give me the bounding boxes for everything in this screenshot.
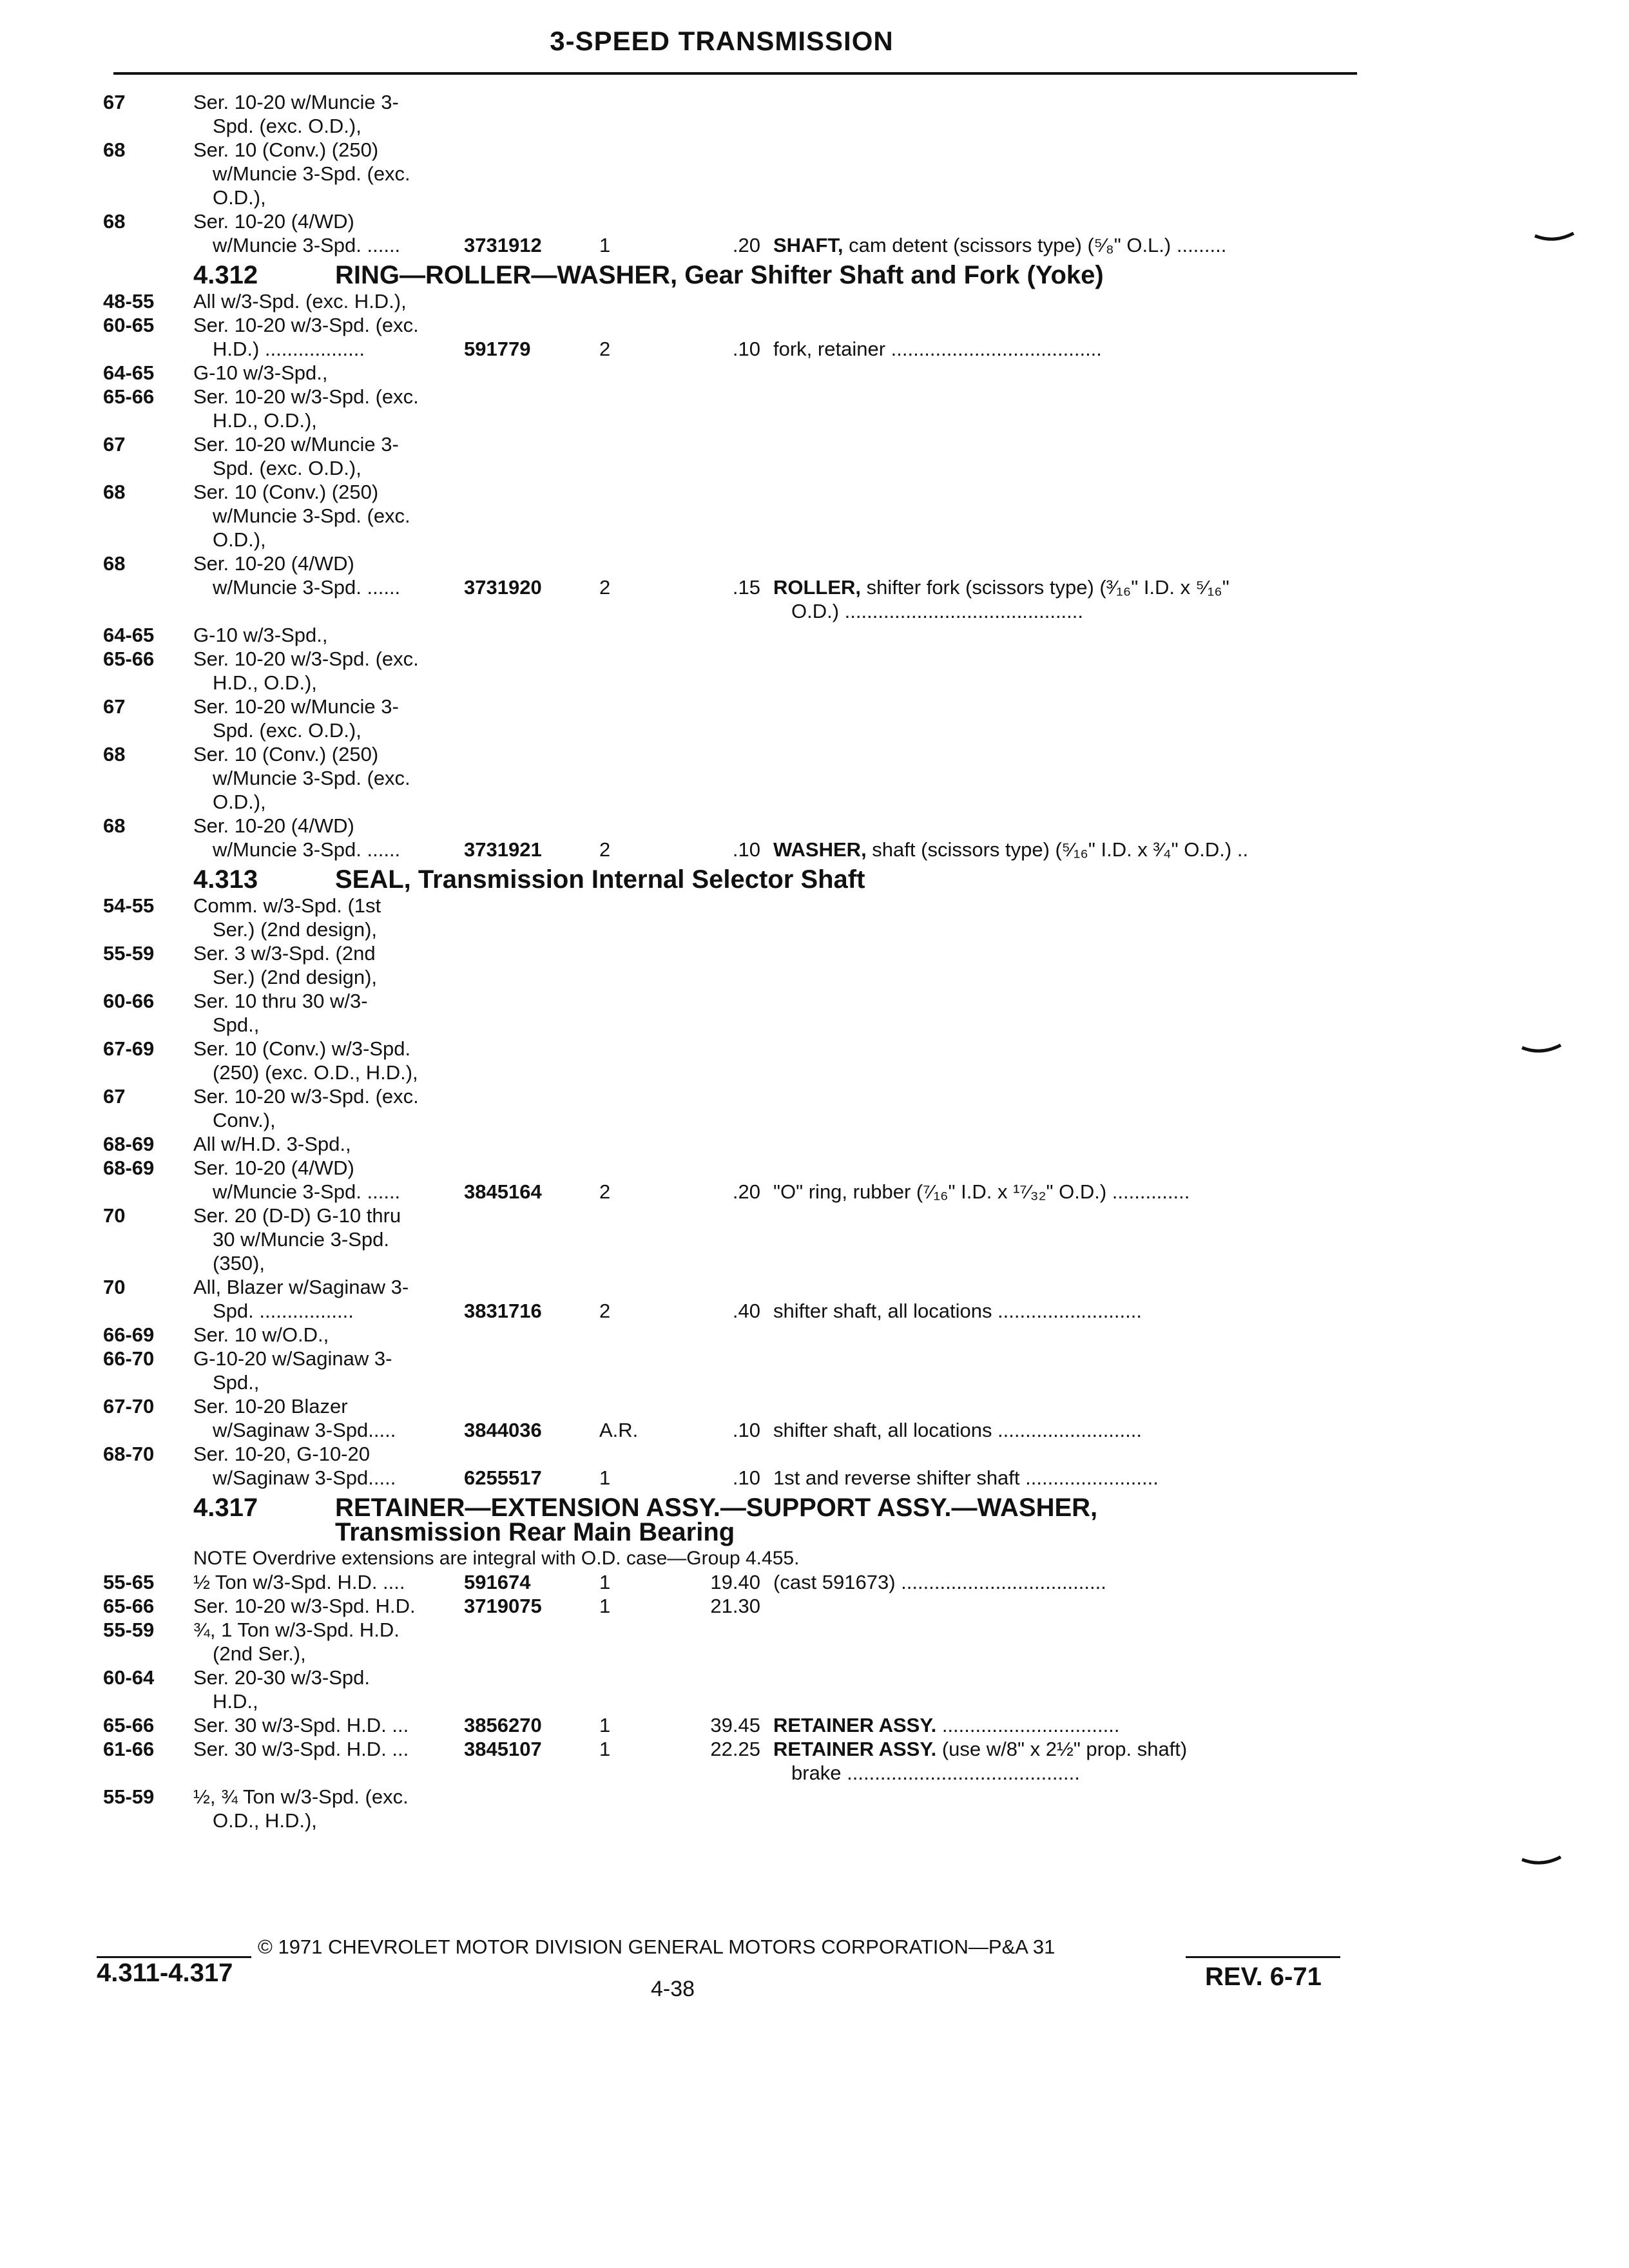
- part-description: [773, 1418, 1353, 1443]
- section-number: 4.317: [193, 1494, 258, 1522]
- model-year: 48-55: [103, 290, 155, 312]
- application-description: Ser. 10-20 w/3-Spd. H.D.: [193, 1595, 416, 1617]
- section-note: NOTE Overdrive extensions are integral with O.D. case—Group 4.455.: [193, 1548, 800, 1569]
- quantity: 2: [599, 1300, 611, 1322]
- quantity: 1: [599, 234, 611, 256]
- application-description: Ser. 10 w/O.D.,: [193, 1323, 329, 1346]
- application-description: w/Muncie 3-Spd. (exc.: [213, 505, 410, 527]
- model-year: 65-66: [103, 1714, 155, 1736]
- application-description: H.D., O.D.),: [213, 671, 317, 694]
- application-description: Ser. 10-20 (4/WD): [193, 1157, 354, 1179]
- price: 21.30: [710, 1595, 760, 1617]
- model-year: 68: [103, 139, 126, 161]
- model-year: 68: [103, 481, 126, 503]
- application-description: Ser. 10-20 w/3-Spd. (exc.: [193, 1085, 419, 1108]
- application-description: Spd. (exc. O.D.),: [213, 115, 361, 137]
- application-description: w/Muncie 3-Spd. (exc.: [213, 162, 410, 185]
- part-detail: shifter shaft, all locations ..........................: [773, 1419, 1142, 1441]
- model-year: 67-70: [103, 1395, 155, 1418]
- part-description: [773, 1737, 1353, 1762]
- part-name: SHAFT,: [773, 234, 843, 256]
- model-year: 68: [103, 743, 126, 765]
- model-year: 67: [103, 433, 126, 456]
- application-description: w/Muncie 3-Spd. ......: [213, 576, 401, 599]
- application-description: (350),: [213, 1252, 265, 1274]
- application-description: O.D.),: [213, 528, 266, 551]
- price: .15: [732, 576, 760, 599]
- application-description: Ser. 10-20 w/3-Spd. (exc.: [193, 314, 419, 336]
- margin-tick-mark: [1534, 232, 1575, 245]
- model-year: 61-66: [103, 1738, 155, 1760]
- application-description: Spd. (exc. O.D.),: [213, 457, 361, 479]
- model-year: 70: [103, 1276, 126, 1298]
- part-number: 3845164: [464, 1180, 542, 1203]
- application-description: Spd.,: [213, 1014, 260, 1036]
- model-year: 68-69: [103, 1157, 155, 1179]
- part-name: RETAINER ASSY.: [773, 1738, 937, 1760]
- model-year: 67: [103, 91, 126, 113]
- part-description: [773, 1761, 1371, 1785]
- application-description: O.D.),: [213, 791, 266, 813]
- application-description: Conv.),: [213, 1109, 276, 1131]
- application-description: ¾, 1 Ton w/3-Spd. H.D.: [193, 1619, 400, 1641]
- part-detail: 1st and reverse shifter shaft ........................: [773, 1466, 1159, 1489]
- application-description: Ser. 10-20 w/3-Spd. (exc.: [193, 648, 419, 670]
- part-number: 3856270: [464, 1714, 542, 1736]
- application-description: ½, ¾ Ton w/3-Spd. (exc.: [193, 1785, 409, 1808]
- part-name: ROLLER,: [773, 576, 862, 599]
- model-year: 68-70: [103, 1443, 155, 1465]
- footer-page-number: 4-38: [651, 1977, 695, 2001]
- footer-rule: [97, 1956, 251, 1958]
- application-description: Ser. 30 w/3-Spd. H.D. ...: [193, 1738, 409, 1760]
- header-rule: [113, 72, 1357, 75]
- model-year: 60-66: [103, 990, 155, 1012]
- part-number: 3719075: [464, 1595, 542, 1617]
- model-year: 55-65: [103, 1571, 155, 1593]
- part-number: 591779: [464, 338, 531, 360]
- application-description: w/Saginaw 3-Spd.....: [213, 1466, 396, 1489]
- part-number: 3831716: [464, 1300, 542, 1322]
- application-description: All w/3-Spd. (exc. H.D.),: [193, 290, 407, 312]
- quantity: 2: [599, 576, 611, 599]
- model-year: 65-66: [103, 385, 155, 408]
- footer-section-range: 4.311-4.317: [97, 1959, 233, 1987]
- price: 39.45: [710, 1714, 760, 1736]
- model-year: 67: [103, 695, 126, 718]
- model-year: 66-69: [103, 1323, 155, 1346]
- page-title: 3-SPEED TRANSMISSION: [550, 26, 894, 56]
- part-name: WASHER,: [773, 838, 867, 861]
- application-description: O.D., H.D.),: [213, 1809, 317, 1832]
- application-description: Spd. (exc. O.D.),: [213, 719, 361, 742]
- application-description: Ser.) (2nd design),: [213, 966, 378, 988]
- model-year: 66-70: [103, 1347, 155, 1370]
- quantity: 1: [599, 1571, 611, 1593]
- application-description: Ser. 10-20, G-10-20: [193, 1443, 370, 1465]
- footer-rule: [1186, 1956, 1340, 1958]
- application-description: Ser.) (2nd design),: [213, 918, 378, 941]
- application-description: Ser. 10-20 w/Muncie 3-: [193, 695, 399, 718]
- application-description: O.D.),: [213, 186, 266, 209]
- application-description: Ser. 10 (Conv.) (250): [193, 743, 379, 765]
- price: 19.40: [710, 1571, 760, 1593]
- section-title: RING—ROLLER—WASHER, Gear Shifter Shaft and Fork (Yoke): [335, 261, 1104, 289]
- model-year: 68-69: [103, 1133, 155, 1155]
- application-description: ½ Ton w/3-Spd. H.D. ....: [193, 1571, 405, 1593]
- model-year: 70: [103, 1204, 126, 1227]
- section-title: SEAL, Transmission Internal Selector Shaft: [335, 865, 865, 894]
- model-year: 60-65: [103, 314, 155, 336]
- application-description: Ser. 20-30 w/3-Spd.: [193, 1666, 370, 1689]
- model-year: 55-59: [103, 1785, 155, 1808]
- application-description: w/Muncie 3-Spd. (exc.: [213, 767, 410, 789]
- part-description: [773, 1466, 1353, 1490]
- section-title: RETAINER—EXTENSION ASSY.—SUPPORT ASSY.—WASHER,: [335, 1494, 1098, 1522]
- part-detail: ................................: [936, 1714, 1120, 1736]
- part-number: 6255517: [464, 1466, 542, 1489]
- price: 22.25: [710, 1738, 760, 1760]
- section-number: 4.312: [193, 261, 258, 289]
- price: .20: [732, 234, 760, 256]
- application-description: G-10 w/3-Spd.,: [193, 361, 328, 384]
- application-description: Ser. 30 w/3-Spd. H.D. ...: [193, 1714, 409, 1736]
- model-year: 68: [103, 210, 126, 233]
- application-description: Ser. 3 w/3-Spd. (2nd: [193, 942, 376, 965]
- part-detail: shifter fork (scissors type) (³⁄₁₆" I.D. x ⁵⁄₁₆": [861, 576, 1229, 599]
- part-number: 591674: [464, 1571, 531, 1593]
- quantity: 1: [599, 1466, 611, 1489]
- part-number: 3731912: [464, 234, 542, 256]
- application-description: w/Saginaw 3-Spd.....: [213, 1419, 396, 1441]
- part-detail: shifter shaft, all locations ..........................: [773, 1300, 1142, 1322]
- footer-revision: REV. 6-71: [1205, 1963, 1322, 1991]
- model-year: 64-65: [103, 624, 155, 646]
- model-year: 65-66: [103, 648, 155, 670]
- model-year: 68: [103, 814, 126, 837]
- quantity: 1: [599, 1595, 611, 1617]
- application-description: Ser. 10-20 (4/WD): [193, 210, 354, 233]
- application-description: w/Muncie 3-Spd. ......: [213, 1180, 401, 1203]
- part-description: [773, 1180, 1353, 1204]
- margin-tick-mark: [1521, 1856, 1562, 1869]
- part-detail: fork, retainer ......................................: [773, 338, 1102, 360]
- model-year: 65-66: [103, 1595, 155, 1617]
- model-year: 67-69: [103, 1037, 155, 1060]
- parts-listing: [0, 90, 1629, 1894]
- part-number: 3844036: [464, 1419, 542, 1441]
- application-description: Comm. w/3-Spd. (1st: [193, 894, 381, 917]
- application-description: H.D.) ..................: [213, 338, 365, 360]
- application-description: Spd. .................: [213, 1300, 354, 1322]
- application-description: Ser. 10 (Conv.) (250): [193, 481, 379, 503]
- application-description: Ser. 10 (Conv.) (250): [193, 139, 379, 161]
- part-number: 3845107: [464, 1738, 542, 1760]
- quantity: A.R.: [599, 1419, 639, 1441]
- part-detail: "O" ring, rubber (⁷⁄₁₆" I.D. x ¹⁷⁄₃₂" O.D.) ..............: [773, 1180, 1190, 1203]
- quantity: 2: [599, 838, 611, 861]
- application-description: Ser. 10 thru 30 w/3-: [193, 990, 368, 1012]
- part-detail: cam detent (scissors type) (⁵⁄₈" O.L.) .........: [843, 234, 1227, 256]
- section-number: 4.313: [193, 865, 258, 894]
- part-description: [773, 838, 1353, 862]
- price: .20: [732, 1180, 760, 1203]
- part-detail: brake ..........................................: [791, 1762, 1080, 1784]
- application-description: H.D., O.D.),: [213, 409, 317, 432]
- application-description: (250) (exc. O.D., H.D.),: [213, 1061, 418, 1084]
- price: .40: [732, 1300, 760, 1322]
- footer-copyright: © 1971 CHEVROLET MOTOR DIVISION GENERAL MOTORS CORPORATION—P&A 31: [258, 1936, 1055, 1958]
- quantity: 2: [599, 1180, 611, 1203]
- application-description: Ser. 10-20 (4/WD): [193, 552, 354, 575]
- part-detail: (cast 591673) .....................................: [773, 1571, 1106, 1593]
- part-number: 3731920: [464, 576, 542, 599]
- application-description: w/Muncie 3-Spd. ......: [213, 234, 401, 256]
- margin-tick-mark: [1521, 1044, 1562, 1057]
- application-description: Ser. 10-20 w/3-Spd. (exc.: [193, 385, 419, 408]
- part-description: [773, 1713, 1353, 1738]
- part-detail: O.D.) ...........................................: [791, 600, 1084, 622]
- application-description: Spd.,: [213, 1371, 260, 1394]
- part-detail: (use w/8" x 2½" prop. shaft): [936, 1738, 1188, 1760]
- part-description: [773, 1570, 1353, 1595]
- application-description: Ser. 10-20 Blazer: [193, 1395, 348, 1418]
- application-description: Ser. 10-20 w/Muncie 3-: [193, 433, 399, 456]
- quantity: 1: [599, 1714, 611, 1736]
- model-year: 54-55: [103, 894, 155, 917]
- section-heading: [193, 863, 865, 896]
- application-description: w/Muncie 3-Spd. ......: [213, 838, 401, 861]
- price: .10: [732, 1419, 760, 1441]
- model-year: 64-65: [103, 361, 155, 384]
- part-name: RETAINER ASSY.: [773, 1714, 937, 1736]
- model-year: 55-59: [103, 942, 155, 965]
- part-detail: shaft (scissors type) (⁵⁄₁₆" I.D. x ³⁄₄" O.D.) ..: [866, 838, 1249, 861]
- application-description: Ser. 10-20 w/Muncie 3-: [193, 91, 399, 113]
- quantity: 2: [599, 338, 611, 360]
- part-description: [773, 337, 1353, 361]
- price: .10: [732, 338, 760, 360]
- application-description: G-10-20 w/Saginaw 3-: [193, 1347, 392, 1370]
- part-number: 3731921: [464, 838, 542, 861]
- application-description: H.D.,: [213, 1690, 258, 1713]
- application-description: 30 w/Muncie 3-Spd.: [213, 1228, 389, 1251]
- part-description: [773, 233, 1353, 258]
- price: .10: [732, 1466, 760, 1489]
- application-description: (2nd Ser.),: [213, 1642, 306, 1665]
- application-description: Ser. 10 (Conv.) w/3-Spd.: [193, 1037, 411, 1060]
- model-year: 67: [103, 1085, 126, 1108]
- quantity: 1: [599, 1738, 611, 1760]
- part-description: [773, 575, 1353, 600]
- model-year: 68: [103, 552, 126, 575]
- model-year: 55-59: [103, 1619, 155, 1641]
- price: .10: [732, 838, 760, 861]
- application-description: All w/H.D. 3-Spd.,: [193, 1133, 351, 1155]
- part-description: [773, 1299, 1353, 1323]
- part-description: [773, 599, 1371, 624]
- model-year: 60-64: [103, 1666, 155, 1689]
- application-description: G-10 w/3-Spd.,: [193, 624, 328, 646]
- section-heading: [193, 258, 1104, 292]
- application-description: All, Blazer w/Saginaw 3-: [193, 1276, 409, 1298]
- application-description: Ser. 20 (D-D) G-10 thru: [193, 1204, 401, 1227]
- section-title-continued: Transmission Rear Main Bearing: [335, 1518, 735, 1546]
- application-description: Ser. 10-20 (4/WD): [193, 814, 354, 837]
